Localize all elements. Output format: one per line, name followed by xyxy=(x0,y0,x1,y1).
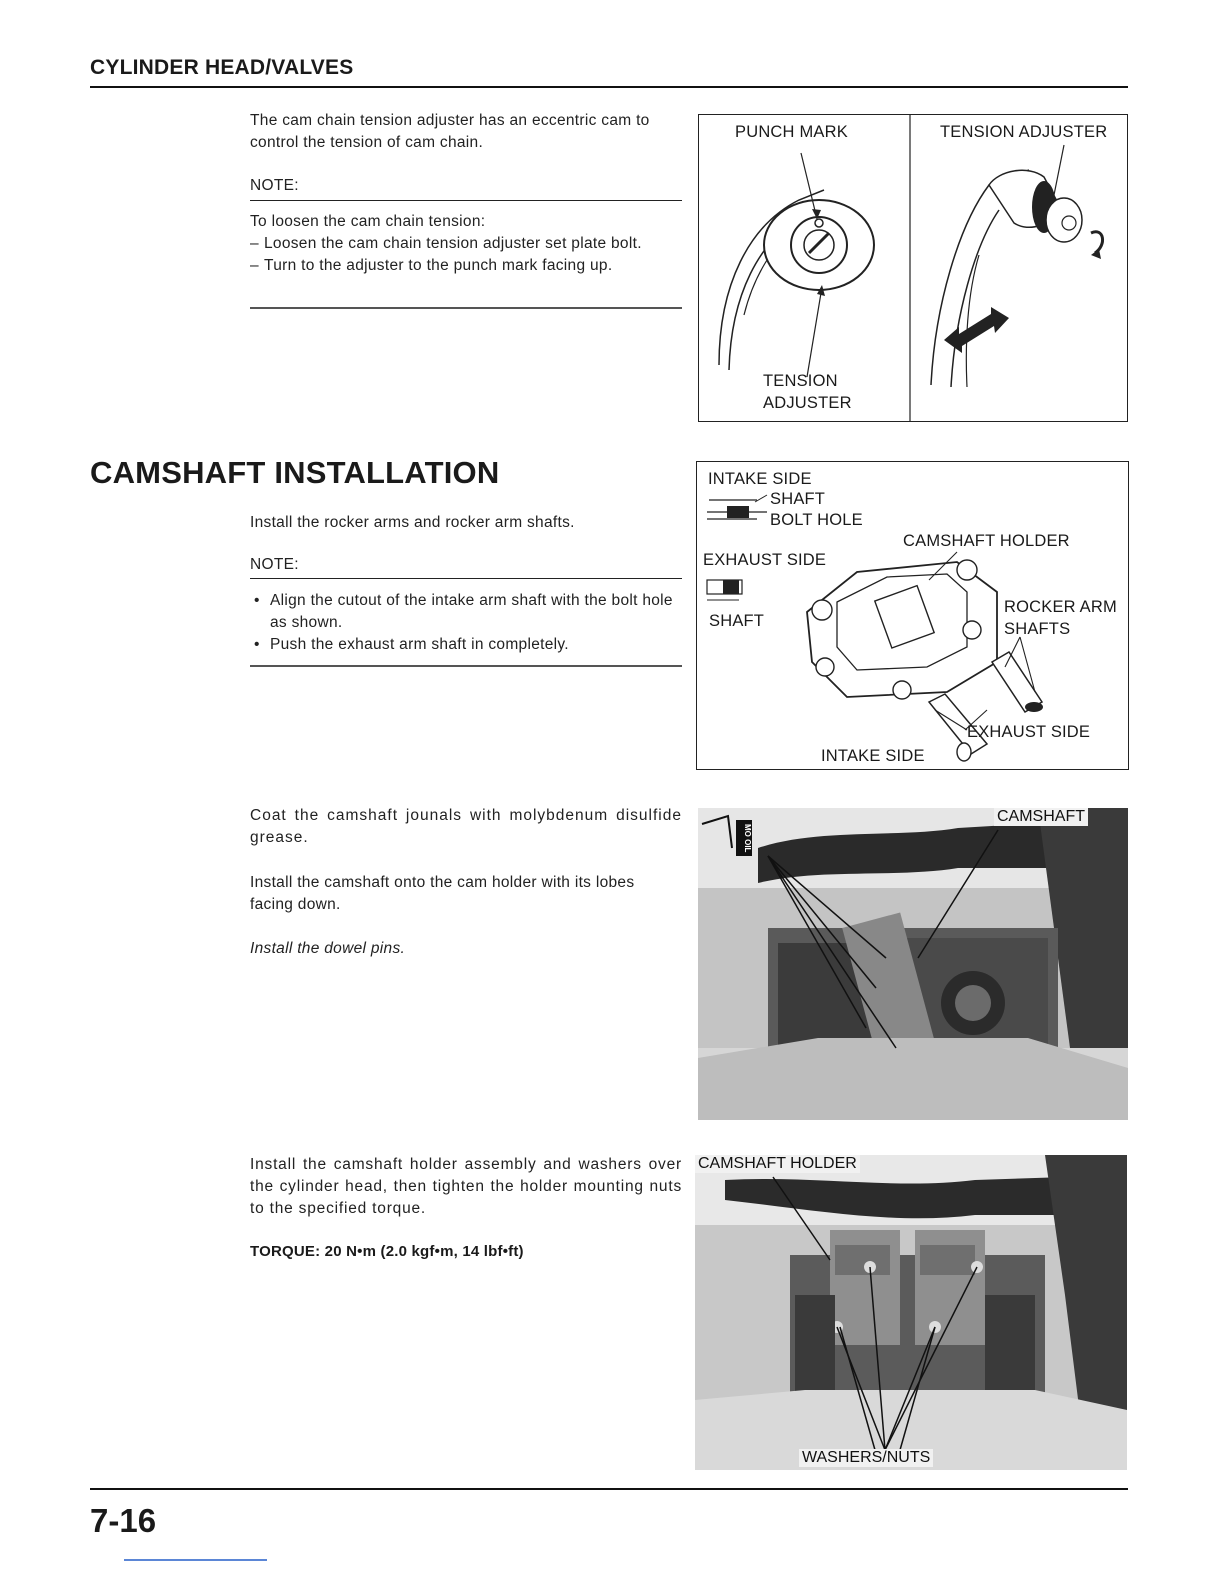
tension-adjuster-label: TENSION ADJUSTER xyxy=(940,123,1108,141)
exhaust-side-label: EXHAUST SIDE xyxy=(967,723,1091,741)
intake-side-label: INTAKE SIDE xyxy=(708,470,812,488)
molybdenum-grease-icon: MO OIL xyxy=(743,823,752,853)
camshaft-label: CAMSHAFT xyxy=(994,808,1088,826)
rocker-bullet: • Align the cutout of the intake arm shaft with the bolt hole as shown. xyxy=(250,590,682,634)
note-divider xyxy=(250,200,682,201)
tension-step: – Turn to the adjuster to the punch mark facing up. xyxy=(250,255,682,277)
camshaft-holder-photo-image xyxy=(695,1155,1127,1470)
tension-step: – Loosen the cam chain tension adjuster set plate bolt. xyxy=(250,233,682,255)
camshaft-photo-image xyxy=(698,808,1128,1120)
washers-nuts-label: WASHERS/NUTS xyxy=(799,1449,933,1467)
rocker-intro-text: Install the rocker arms and rocker arm shafts. xyxy=(250,514,575,531)
torque-spec: TORQUE: 20 N•m (2.0 kgf•m, 14 lbf•ft) xyxy=(250,1243,524,1260)
tension-adjuster-label: ADJUSTER xyxy=(763,394,852,412)
camshaft-photo xyxy=(698,808,1128,1120)
header-rule xyxy=(90,86,1128,88)
camshaft-holder-photo xyxy=(695,1155,1127,1470)
punch-mark-label: PUNCH MARK xyxy=(735,123,848,141)
tension-intro-text: The cam chain tension adjuster has an eccentric cam to control the tension of cam chain. xyxy=(250,112,650,151)
note-divider xyxy=(250,665,682,667)
rocker-note-label: NOTE: xyxy=(250,556,299,573)
page-title: CAMSHAFT INSTALLATION xyxy=(90,455,500,490)
tension-note-intro: To loosen the cam chain tension: xyxy=(250,213,486,230)
rocker-note-body xyxy=(250,590,682,656)
intake-side-label: INTAKE SIDE xyxy=(821,747,925,765)
footer-accent-line xyxy=(124,1559,267,1561)
shaft-label: SHAFT xyxy=(770,490,826,508)
dowel-pins-text: Install the dowel pins. xyxy=(250,940,406,957)
footer-rule xyxy=(90,1488,1128,1490)
page-number: 7-16 xyxy=(90,1502,157,1539)
section-header: CYLINDER HEAD/VALVES xyxy=(90,56,354,79)
bolt-hole-label: BOLT HOLE xyxy=(770,511,863,529)
tension-adjuster-label: TENSION xyxy=(763,372,838,390)
shaft-label: SHAFT xyxy=(709,612,765,630)
shafts-label: SHAFTS xyxy=(1004,620,1071,638)
rocker-arm-label: ROCKER ARM xyxy=(1004,598,1117,616)
camshaft-holder-label: CAMSHAFT HOLDER xyxy=(695,1155,860,1173)
camshaft-grease-text: Coat the camshaft jounals with molybdenum disulfide grease. xyxy=(250,807,682,846)
holder-install-text: Install the camshaft holder assembly and washers over the cylinder head, then tighten the holder mounting nuts to the specified torque. xyxy=(250,1156,682,1217)
rocker-bullet: • Push the exhaust arm shaft in completely. xyxy=(250,634,682,656)
note-divider xyxy=(250,307,682,309)
note-divider xyxy=(250,578,682,579)
tension-note-label: NOTE: xyxy=(250,177,299,194)
exhaust-side-label: EXHAUST SIDE xyxy=(703,551,827,569)
tension-adjuster-figure xyxy=(698,114,1128,422)
camshaft-holder-label: CAMSHAFT HOLDER xyxy=(903,532,1070,550)
camshaft-install-text: Install the camshaft onto the cam holder with its lobes facing down. xyxy=(250,874,635,913)
tension-note-body xyxy=(250,211,682,277)
rocker-arm-figure xyxy=(696,461,1129,770)
